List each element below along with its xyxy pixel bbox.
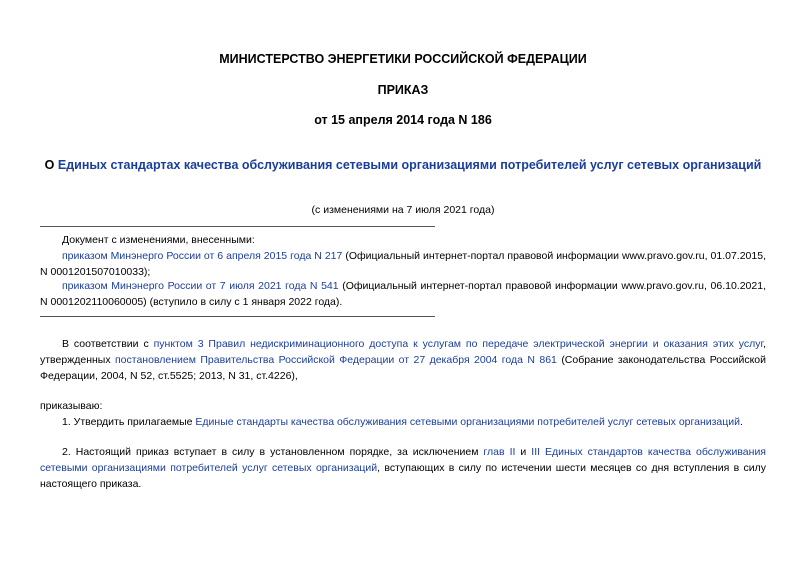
preamble-text: , утвержденных bbox=[40, 338, 766, 366]
subject-prefix: О bbox=[44, 158, 58, 172]
preamble-text: (Собрание законодательства Российской Федерации, 2004, N 52, ст.5525; 2013, N 31, ст.4226), bbox=[40, 354, 767, 382]
amendment-item bbox=[40, 248, 766, 280]
chapter-iii-link[interactable]: III Единых стандартов качества обслуживания сетевыми организациями потребителей услуг сетевых организаций bbox=[40, 446, 766, 474]
document-type: ПРИКАЗ bbox=[377, 83, 429, 97]
amendment-link[interactable]: приказом Минэнерго России от 7 июля 2021 года N 541 bbox=[62, 280, 339, 292]
preamble-text: В соответствии с bbox=[62, 338, 154, 350]
rules-link[interactable]: пунктом 3 Правил недискриминационного доступа к услугам по передаче электрической энергии и оказания этих услуг bbox=[153, 338, 764, 350]
divider-bottom bbox=[40, 316, 435, 317]
document-date-number: от 15 апреля 2014 года N 186 bbox=[314, 113, 492, 127]
order-item-text: , вступающих в силу по истечении шести месяцев со дня вступления в силу настоящего приказа. bbox=[40, 462, 766, 490]
order-item-text: . bbox=[740, 416, 743, 428]
subject-link[interactable]: Единых стандартах качества обслуживания сетевыми организациями потребителей услуг сетевых организаций bbox=[57, 158, 762, 172]
ministry-title: МИНИСТЕРСТВО ЭНЕРГЕТИКИ РОССИЙСКОЙ ФЕДЕРАЦИИ bbox=[219, 52, 587, 66]
order-word: приказываю: bbox=[40, 400, 103, 412]
resolution-link[interactable]: постановлением Правительства Российской Федерации от 27 декабря 2004 года N 861 bbox=[115, 354, 557, 366]
amendment-text: (Официальный интернет-портал правовой информации www.pravo.gov.ru, 01.07.2015, N 0001201507010033); bbox=[40, 250, 766, 278]
preamble-paragraph bbox=[40, 336, 766, 384]
order-item-1 bbox=[40, 414, 766, 430]
changes-note: (с изменениями на 7 июля 2021 года) bbox=[311, 204, 495, 216]
amendment-text: (Официальный интернет-портал правовой информации www.pravo.gov.ru, 06.10.2021, N 0001202110060005) (вступило в силу с 1 января 2022 года). bbox=[40, 280, 766, 308]
amendment-item bbox=[40, 278, 766, 310]
standards-link[interactable]: Единые стандарты качества обслуживания сетевыми организациями потребителей услуг сетевых организаций bbox=[195, 416, 741, 428]
order-item-text: и bbox=[515, 446, 532, 458]
amendments-intro bbox=[40, 232, 766, 248]
order-item-text: 1. Утвердить прилагаемые bbox=[62, 416, 196, 428]
amendment-link[interactable]: приказом Минэнерго России от 6 апреля 2015 года N 217 bbox=[62, 250, 343, 262]
document-subject bbox=[40, 157, 766, 173]
divider-top bbox=[40, 226, 435, 227]
chapter-ii-link[interactable]: глав II bbox=[483, 446, 516, 458]
order-item-2 bbox=[40, 444, 766, 492]
amendments-intro-text: Документ с изменениями, внесенными: bbox=[62, 234, 255, 246]
order-item-text: 2. Настоящий приказ вступает в силу в установленном порядке, за исключением bbox=[62, 446, 484, 458]
